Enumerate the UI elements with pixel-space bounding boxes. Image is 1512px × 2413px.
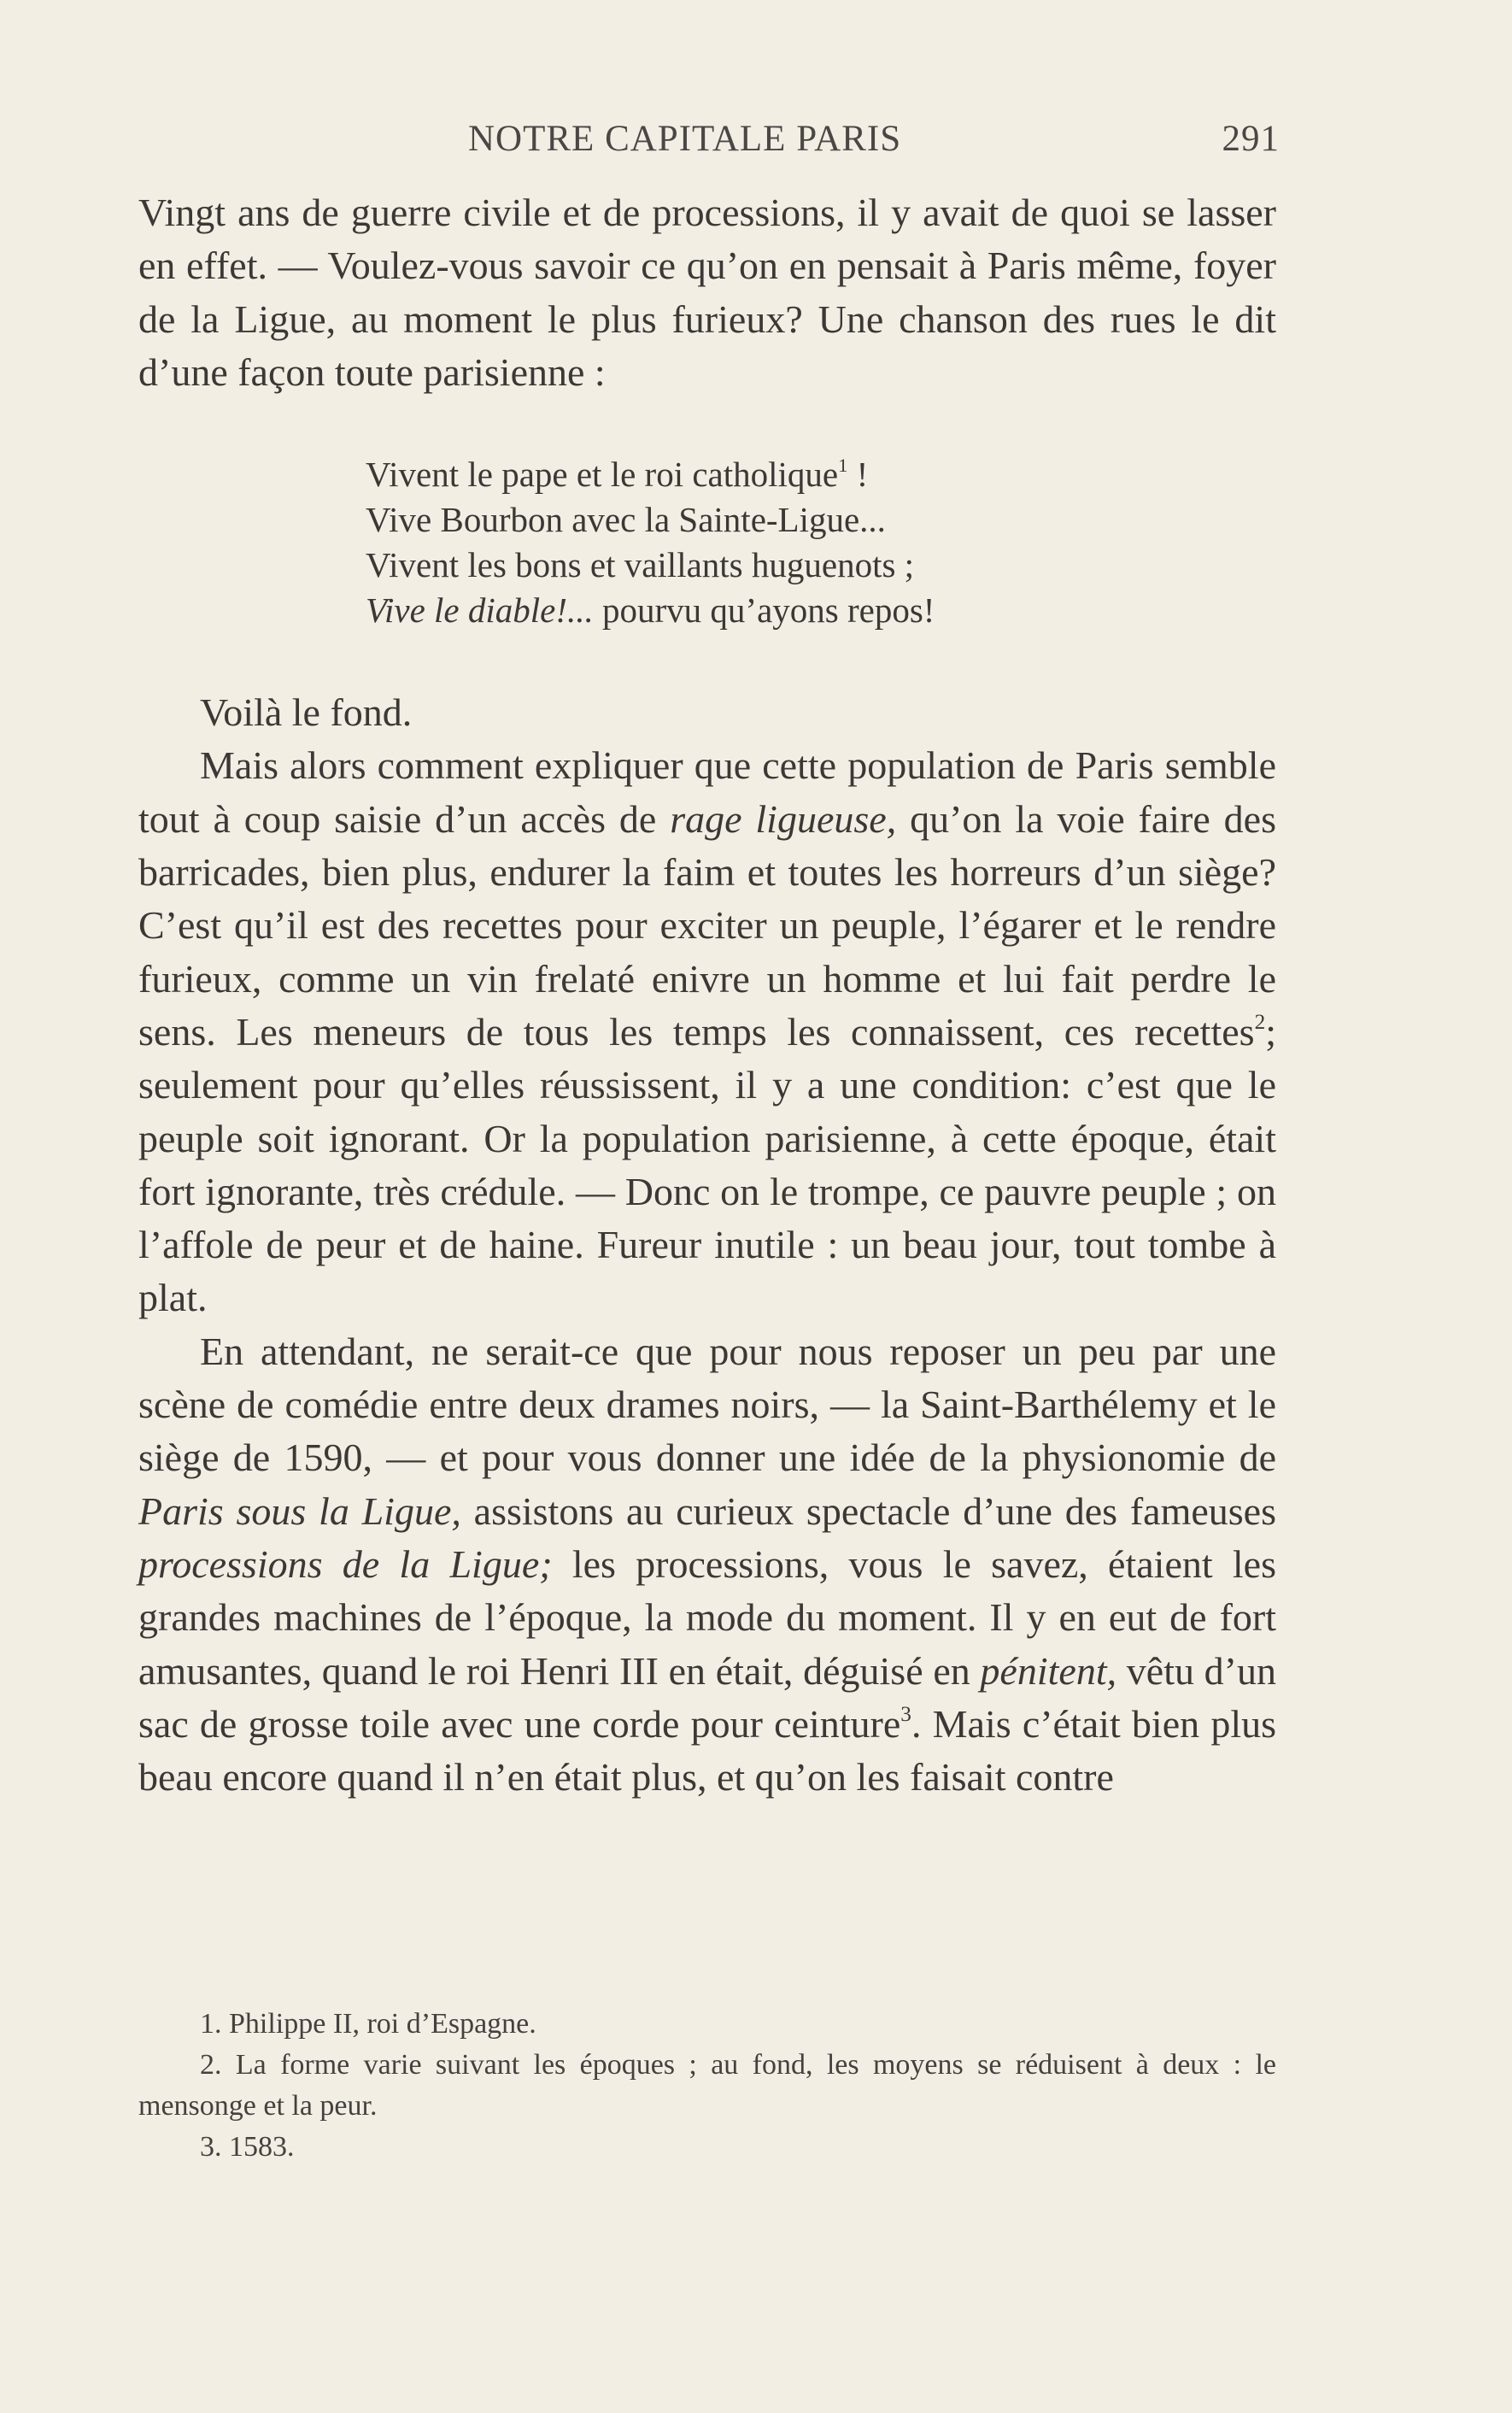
footnotes bbox=[138, 2004, 1276, 2168]
running-title: NOTRE CAPITALE PARIS bbox=[468, 119, 902, 159]
paragraph: Voilà le fond. bbox=[200, 690, 413, 735]
footnote-ref: 1 bbox=[838, 455, 848, 477]
footnote-ref: 3 bbox=[900, 1701, 911, 1726]
song-verse bbox=[366, 452, 1276, 633]
page-number: 291 bbox=[1222, 119, 1280, 159]
footnote: 2. La forme varie suivant les époques ; au fond, les moyens se réduisent à deux : le mensonge et la peur. bbox=[138, 2049, 1276, 2122]
footnote-ref: 2 bbox=[1254, 1010, 1266, 1034]
verse-line: Vive le diable!... pourvu qu’ayons repos! bbox=[366, 590, 935, 631]
paragraph: Vingt ans de guerre civile et de processions, il y avait de quoi se lasser en effet. — Voulez-vous savoir ce qu’on en pensait à Paris même, foyer de la Ligue, au moment le plus furieux? Une chanson des rues le dit d’une façon toute parisienne : bbox=[138, 191, 1276, 394]
verse-line: Vivent les bons et vaillants huguenots ; bbox=[366, 545, 915, 585]
paragraph: Mais alors comment expliquer que cette population de Paris semble tout à coup saisie d’un accès de rage ligueuse, qu’on la voie faire des barricades, bien plus, endurer la faim et toutes les horreurs d’un siège? C’est qu’il est des recettes pour exciter un peuple, l’égarer et le rendre furieux, comme un vin frelaté enivre un homme et lui fait perdre le sens. Les meneurs de tous les temps les connaissent, ces recettes$^2$; seulement pour qu’elles réussissent, il y a une condition: c’est que le peuple soit ignorant. Or la population parisienne, à cette époque, était fort ignorante, très crédule. — Donc on le trompe, ce pauvre peuple ; on l’affole de peur et de haine. Fureur inutile : un beau jour, tout tombe à plat. bbox=[138, 743, 1276, 1320]
paragraph: En attendant, ne serait-ce que pour nous reposer un peu par une scène de comédie entre deux drames noirs, — la Saint-Barthélemy et le siège de 1590, — et pour vous donner une idée de la physionomie de Paris sous la Ligue, assistons au curieux spectacle d’une des fameuses processions de la Ligue; les processions, vous le savez, étaient les grandes machines de l’époque, la mode du moment. Il y en eut de fort amusantes, quand le roi Henri III en était, déguisé en pénitent, vêtu d’un sac de grosse toile avec une corde pour ceinture$^3$. Mais c’était bien plus beau encore quand il n’en était plus, et qu’on les faisait contre bbox=[138, 1329, 1277, 1799]
verse-line: Vive Bourbon avec la Sainte-Ligue... bbox=[366, 500, 886, 540]
running-header bbox=[138, 118, 1280, 166]
main-text bbox=[138, 186, 1276, 1804]
footnote: 3. 1583. bbox=[200, 2131, 295, 2163]
footnote: 1. Philippe II, roi d’Espagne. bbox=[200, 2008, 536, 2040]
verse-line: Vivent le pape et le roi catholique$^1$ ! bbox=[366, 455, 869, 495]
